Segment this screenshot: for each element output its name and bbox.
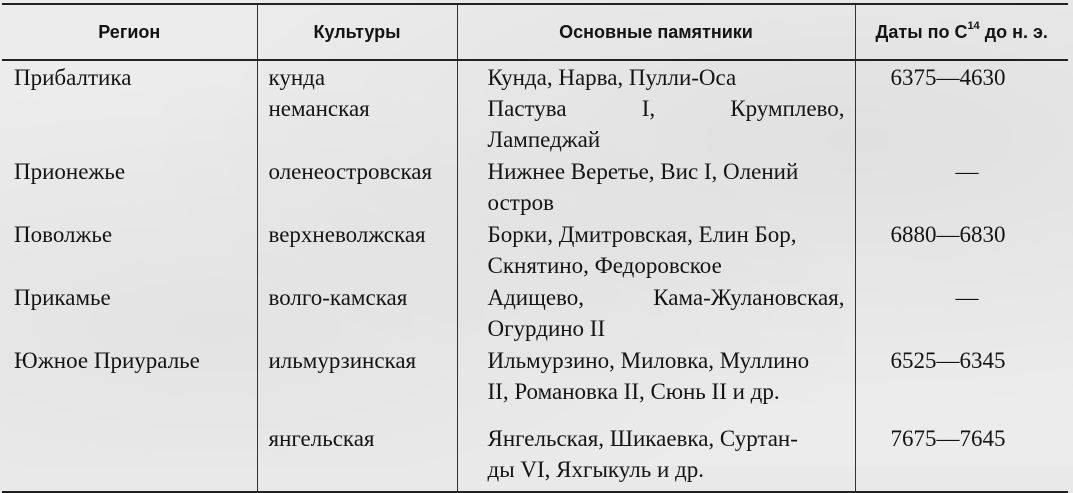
cell-region: Южное Приуралье	[2, 344, 257, 407]
monuments-line: Борки, Дмитровская, Елин Бор,	[487, 222, 797, 247]
monuments-word: Адищево,	[487, 285, 584, 310]
table-row	[2, 155, 1068, 218]
header-dates-sup: 14	[967, 19, 980, 32]
cell-dates: 6880—6830	[890, 222, 1006, 247]
cell-region: Поволжье	[2, 218, 257, 281]
monuments-line: II, Романовка II, Сюнь II и др.	[487, 379, 780, 404]
header-cultures: Культуры	[257, 4, 457, 60]
header-dates-suffix: до н. э.	[979, 21, 1048, 42]
monuments-word: I,	[641, 96, 656, 121]
cell-monuments	[457, 281, 855, 344]
cell-cultures	[257, 60, 457, 155]
monuments-line: Лампеджай	[487, 127, 601, 152]
cell-cultures	[257, 281, 457, 344]
table-row	[2, 344, 1068, 407]
mesolithic-cultures-table	[2, 3, 1068, 493]
cell-cultures	[257, 218, 457, 281]
culture-name: ильмурзинская	[268, 348, 417, 373]
culture-name: неманская	[268, 96, 370, 121]
cell-region	[2, 407, 257, 492]
table-row	[2, 407, 1068, 492]
monuments-line: Янгельская, Шикаевка, Суртан-	[487, 426, 798, 451]
cell-monuments	[457, 218, 855, 281]
cell-monuments	[457, 407, 855, 492]
monuments-word: Кама-Жулановская,	[653, 285, 845, 310]
monuments-word: Крумплево,	[730, 96, 845, 121]
culture-name: верхневолжская	[268, 222, 426, 247]
cell-region: Прибалтика	[2, 60, 257, 155]
header-dates	[855, 4, 1068, 60]
header-monuments: Основные памятники	[457, 4, 855, 60]
culture-name: оленеостровская	[268, 159, 433, 184]
cell-region: Прикамье	[2, 281, 257, 344]
cell-monuments	[457, 60, 855, 155]
table-row	[2, 218, 1068, 281]
culture-name: волго-камская	[268, 285, 408, 310]
cell-dates: 6525—6345	[890, 348, 1006, 373]
monuments-line	[488, 282, 845, 313]
monuments-line: остров	[487, 190, 554, 215]
cell-cultures	[257, 344, 457, 407]
table-row	[2, 60, 1068, 155]
monuments-line: Огурдино II	[487, 316, 606, 341]
monuments-line: Ильмурзино, Миловка, Муллино	[487, 348, 810, 373]
header-region: Регион	[2, 4, 257, 60]
monuments-line: ды VI, Яхгыкуль и др.	[487, 457, 704, 482]
monuments-line	[488, 93, 845, 124]
culture-name: янгельская	[268, 426, 375, 451]
monuments-line: Нижнее Веретье, Вис I, Олений	[487, 159, 799, 184]
monuments-line: Кунда, Нарва, Пулли-Оса	[487, 65, 737, 90]
cell-dates: —	[955, 159, 979, 184]
cell-cultures	[257, 155, 457, 218]
header-dates-prefix: Даты по С	[875, 21, 968, 42]
culture-name: кунда	[268, 65, 326, 90]
cell-cultures	[257, 407, 457, 492]
cell-monuments	[457, 155, 855, 218]
cell-monuments	[457, 344, 855, 407]
monuments-word: Пастува	[487, 96, 567, 121]
table-row	[2, 281, 1068, 344]
table-header-row	[2, 4, 1068, 60]
cell-dates: 7675—7645	[855, 407, 1068, 492]
cell-dates: 6375—4630	[890, 65, 1006, 90]
cell-dates: —	[955, 285, 979, 310]
cell-region: Прионежье	[2, 155, 257, 218]
monuments-line: Скнятино, Федоровское	[487, 253, 722, 278]
